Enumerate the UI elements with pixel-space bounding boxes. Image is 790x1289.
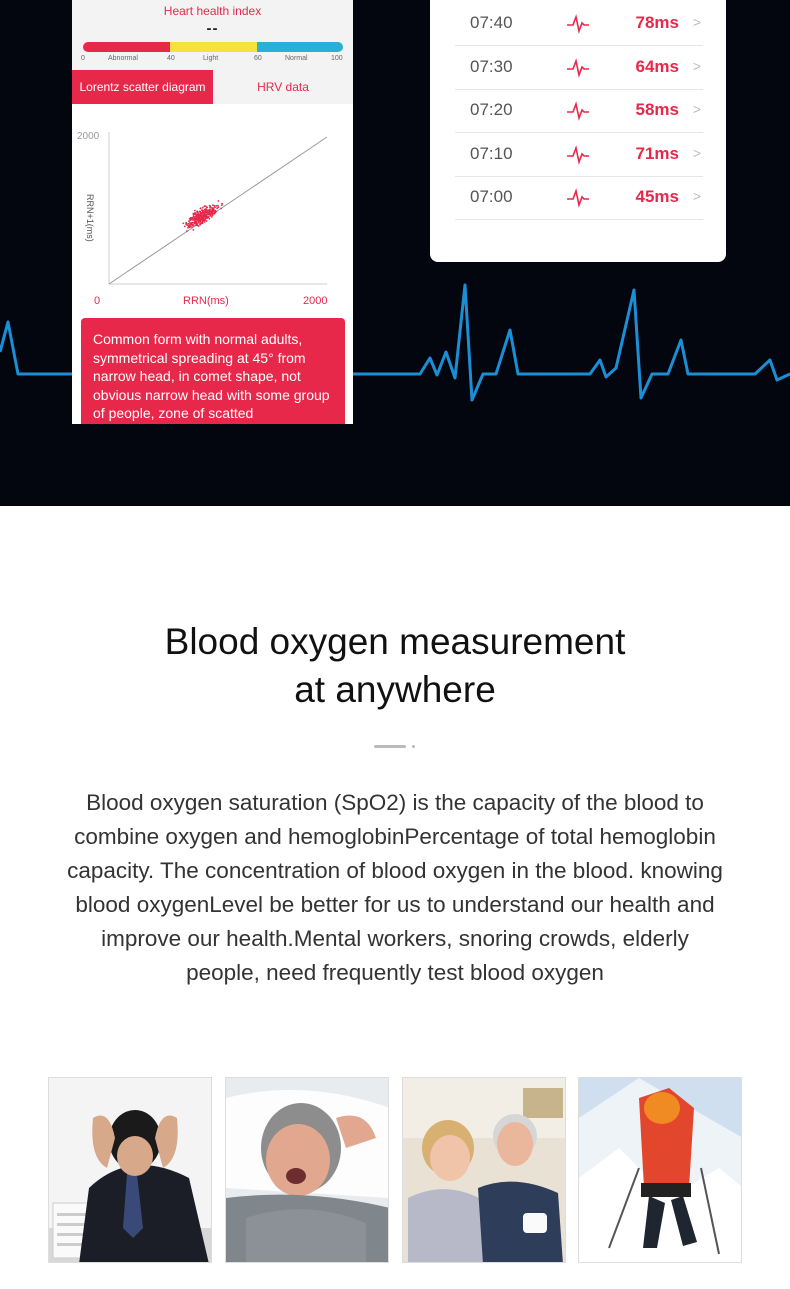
- divider-dot: [412, 745, 415, 748]
- x-min-label: 0: [94, 295, 101, 307]
- scatter-point: [209, 207, 211, 209]
- hrv-time: 07:00: [470, 187, 513, 206]
- scatter-point: [186, 230, 188, 232]
- scatter-point: [206, 207, 208, 209]
- scatter-point: [204, 209, 206, 211]
- scatter-point: [197, 215, 199, 217]
- pulse-icon: [567, 14, 589, 34]
- hrv-time: 07:30: [470, 57, 513, 76]
- y-max-label: 2000: [77, 131, 100, 142]
- scatter-point: [198, 214, 200, 216]
- scatter-point: [214, 210, 216, 212]
- scatter-point: [202, 207, 204, 209]
- scatter-point: [190, 224, 192, 226]
- scatter-point: [193, 216, 195, 218]
- scatter-point: [188, 225, 190, 227]
- scale-light-segment: [170, 42, 257, 52]
- body-line: Blood oxygen saturation (SpO2) is the capacity of the blood to: [86, 790, 704, 815]
- scatter-point: [192, 224, 194, 226]
- chevron-right-icon: >: [692, 14, 701, 30]
- scatter-description: Common form with normal adults, symmetrical spreading at 45° from narrow head, in comet shape, not obvious narrow head with some group of people, zone of scatted: [81, 318, 345, 424]
- scatter-point: [189, 218, 191, 220]
- scatter-point: [205, 217, 207, 219]
- scatter-point: [208, 216, 210, 218]
- chart-tabs: [72, 70, 353, 104]
- scatter-point: [188, 223, 190, 225]
- scatter-point: [217, 205, 219, 207]
- scatter-point: [202, 221, 204, 223]
- hrv-value: 78ms: [635, 13, 679, 32]
- scatter-point: [215, 205, 217, 207]
- hrv-list-card: [430, 0, 726, 262]
- hrv-list-item[interactable]: [455, 133, 703, 177]
- scatter-point: [194, 219, 196, 221]
- scale-labels: [72, 55, 353, 65]
- identity-line: [109, 137, 327, 284]
- hrv-time: 07:10: [470, 144, 513, 163]
- scatter-point: [209, 213, 211, 215]
- scatter-points: [182, 200, 223, 232]
- scale-label: 60: [254, 55, 262, 62]
- scale-label: Light: [203, 55, 219, 62]
- scatter-point: [203, 205, 205, 207]
- y-axis-label: RRN+1(ms): [85, 194, 95, 242]
- scatter-point: [221, 204, 223, 206]
- scatter-point: [202, 222, 204, 224]
- scatter-point: [211, 216, 213, 218]
- scatter-point: [182, 223, 184, 225]
- hrv-time: 07:20: [470, 100, 513, 119]
- photo-snoring-man: [225, 1077, 389, 1263]
- scatter-point: [220, 208, 222, 210]
- scatter-point: [206, 220, 208, 222]
- scale-label: 100: [331, 55, 343, 62]
- hrv-list-item[interactable]: [455, 89, 703, 133]
- lorentz-scatter-chart: [72, 104, 353, 314]
- scatter-point: [198, 225, 200, 227]
- stressed-worker-image: [49, 1078, 212, 1263]
- scatter-point: [216, 207, 218, 209]
- elderly-couple-image: [403, 1078, 566, 1263]
- tab-hrv-data[interactable]: HRV data: [257, 80, 309, 94]
- scatter-point: [187, 224, 189, 226]
- heart-health-card: [72, 0, 353, 424]
- scatter-point: [195, 223, 197, 225]
- chevron-right-icon: >: [692, 101, 701, 117]
- mountain-climber-image: [579, 1078, 742, 1263]
- heart-health-index: [72, 0, 353, 70]
- x-max-label: 2000: [303, 295, 328, 307]
- tab-lorentz-scatter[interactable]: Lorentz scatter diagram: [72, 70, 213, 104]
- scatter-point: [202, 210, 204, 212]
- scatter-point: [212, 207, 214, 209]
- body-line: improve our health.Mental workers, snoring crowds, elderly: [101, 926, 689, 951]
- scatter-point: [200, 221, 202, 223]
- heart-health-scale-bar: [83, 42, 343, 52]
- scatter-point: [199, 223, 201, 225]
- x-axis-label: RRN(ms): [183, 295, 229, 307]
- hrv-list-item[interactable]: [455, 176, 703, 220]
- hrv-time: 07:40: [470, 13, 513, 32]
- photo-elderly-couple: [402, 1077, 566, 1263]
- scatter-point: [205, 209, 207, 211]
- photo-mountain-climber: [578, 1077, 742, 1263]
- scatter-point: [197, 221, 199, 223]
- scatter-point: [200, 215, 202, 217]
- scatter-point: [204, 219, 206, 221]
- photo-stressed-worker: [48, 1077, 212, 1263]
- scatter-point: [198, 218, 200, 220]
- scatter-point: [189, 220, 191, 222]
- scatter-plot: [72, 104, 353, 314]
- scale-label: 40: [167, 55, 175, 62]
- scatter-point: [208, 209, 210, 211]
- chevron-right-icon: >: [692, 188, 701, 204]
- scatter-point: [192, 222, 194, 224]
- scatter-point: [189, 222, 191, 224]
- scale-abnormal-segment: [83, 42, 170, 52]
- hrv-list-item[interactable]: [455, 2, 703, 46]
- section-heading: [0, 618, 790, 714]
- body-line: combine oxygen and hemoglobinPercentage of total hemoglobin: [74, 824, 716, 849]
- scale-normal-segment: [257, 42, 343, 52]
- hrv-value: 71ms: [635, 144, 679, 163]
- scatter-point: [196, 211, 198, 213]
- scatter-point: [200, 208, 202, 210]
- scatter-point: [195, 213, 197, 215]
- hrv-value: 45ms: [635, 187, 679, 206]
- heart-health-value: --: [206, 20, 219, 37]
- scale-label: 0: [81, 55, 85, 62]
- hrv-value: 64ms: [635, 57, 679, 76]
- body-line: people, need frequently test blood oxygen: [186, 960, 604, 985]
- scale-label: Abnormal: [108, 55, 138, 62]
- pulse-icon: [567, 58, 589, 78]
- scatter-point: [197, 219, 199, 221]
- snoring-man-image: [226, 1078, 389, 1263]
- scatter-point: [185, 222, 187, 224]
- scale-label: Normal: [285, 55, 308, 62]
- scatter-point: [195, 221, 197, 223]
- hrv-value: 58ms: [635, 100, 679, 119]
- scatter-point: [204, 212, 206, 214]
- heading-line-1: Blood oxygen measurement: [164, 621, 626, 662]
- scatter-point: [192, 217, 194, 219]
- scatter-point: [194, 210, 196, 212]
- scatter-point: [204, 221, 206, 223]
- scatter-point: [201, 217, 203, 219]
- heading-line-2: at anywhere: [294, 669, 496, 710]
- scatter-point: [211, 209, 213, 211]
- scatter-point: [202, 219, 204, 221]
- chevron-right-icon: >: [692, 58, 701, 74]
- pulse-icon: [567, 145, 589, 165]
- scatter-point: [201, 213, 203, 215]
- hrv-list-item[interactable]: [455, 46, 703, 90]
- divider-dash: [374, 745, 406, 748]
- body-line: capacity. The concentration of blood oxygen in the blood. knowing: [67, 858, 723, 883]
- chevron-right-icon: >: [692, 145, 701, 161]
- scatter-point: [187, 227, 189, 229]
- scatter-point: [191, 226, 193, 228]
- pulse-icon: [567, 101, 589, 121]
- scatter-point: [192, 229, 194, 231]
- scatter-point: [184, 226, 186, 228]
- body-paragraph: [30, 786, 760, 990]
- pulse-icon: [567, 188, 589, 208]
- heart-health-title: Heart health index: [163, 4, 262, 18]
- body-line: blood oxygenLevel be better for us to understand our health and: [75, 892, 715, 917]
- hero-band: [0, 0, 790, 506]
- scatter-point: [207, 212, 209, 214]
- scatter-point: [217, 200, 219, 202]
- scatter-point: [202, 214, 204, 216]
- scatter-point: [208, 218, 210, 220]
